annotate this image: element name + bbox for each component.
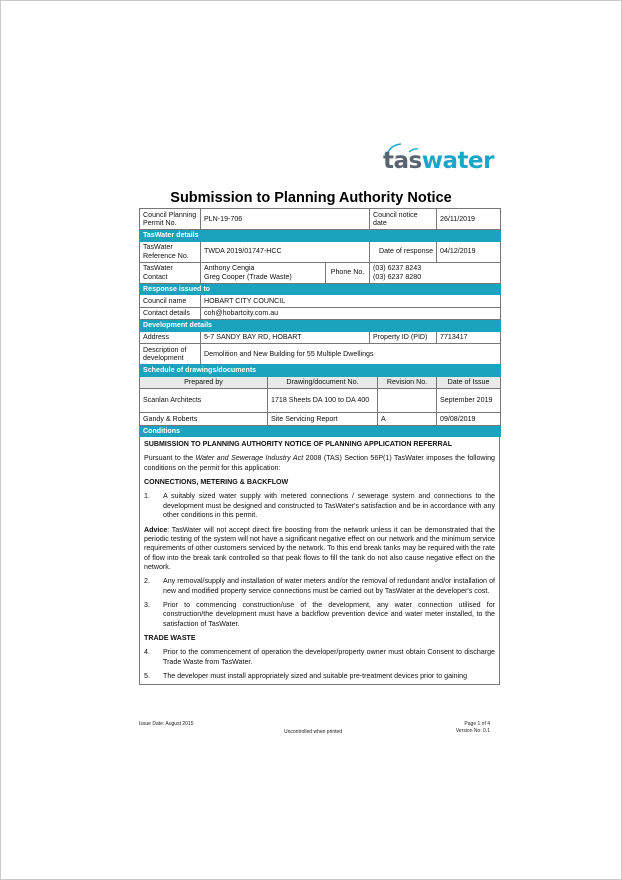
footer-issue-date: Issue Date: August 2015 xyxy=(139,721,194,727)
conditions-body xyxy=(139,437,500,685)
details-table xyxy=(139,208,501,365)
table-cell: 1718 Sheets DA 100 to DA 400 xyxy=(268,389,378,413)
reference-label: TasWater Reference No. xyxy=(140,241,201,262)
taswater-details-band: TasWater details xyxy=(140,230,501,242)
phone-label: Phone No. xyxy=(326,262,370,283)
address-label: Address xyxy=(140,331,201,344)
pid-label: Property ID (PID) xyxy=(370,331,437,344)
condition-item-5: 5. The developer must install appropriately sized and suitable pre-treatment devices prior to gaining xyxy=(144,672,468,681)
table-cell: Site Servicing Report xyxy=(268,413,378,426)
conditions-heading: SUBMISSION TO PLANNING AUTHORITY NOTICE OF PLANNING APPLICATION REFERRAL xyxy=(144,440,453,448)
section-trade-waste-heading: TRADE WASTE xyxy=(144,634,196,643)
condition-item-4: 4. Prior to the commencement of operation the developer/property owner must obtain Consent to discharge Trade Waste from TasWater. xyxy=(144,648,495,666)
description-value: Demolition and New Building for 55 Multiple Dwellings xyxy=(201,344,501,365)
col-document-no: Drawing/document No. xyxy=(268,376,378,389)
description-label: Description of development xyxy=(140,344,201,365)
contact-details-label: Contact details xyxy=(140,307,201,320)
notice-date-value: 26/11/2019 xyxy=(437,209,501,230)
logo-wordmark: taswater xyxy=(383,148,494,174)
table-cell: A xyxy=(378,413,437,426)
table-row xyxy=(140,413,501,426)
table-cell: September 2019 xyxy=(437,389,501,413)
col-date-of-issue: Date of Issue xyxy=(437,376,501,389)
conditions-band: Conditions xyxy=(140,425,501,437)
section-connections-heading: CONNECTIONS, METERING & BACKFLOW xyxy=(144,478,289,487)
table-cell: 09/08/2019 xyxy=(437,413,501,426)
footer-page-info xyxy=(456,721,490,735)
council-row xyxy=(140,295,501,308)
table-row xyxy=(140,389,501,413)
condition-item-2: 2. Any removal/supply and installation of water meters and/or the removal of redundant and/or installation of new and modified property service connections must be carried out by TasWater at the developer's cost. xyxy=(144,577,495,595)
address-row xyxy=(140,331,501,344)
contact-email[interactable]: coh@hobartcity.com.au xyxy=(201,307,501,320)
conditions-intro: Pursuant to the Water and Sewerage Industry Act 2008 (TAS) Section 56P(1) TasWater imposes the following conditions on the permit for this application: xyxy=(144,454,495,472)
footer-uncontrolled: Uncontrolled when printed xyxy=(284,729,343,735)
schedule-header-row xyxy=(140,376,501,389)
pid-value: 7713417 xyxy=(437,331,501,344)
notice-date-label: Council notice date xyxy=(370,209,437,230)
table-cell: Gandy & Roberts xyxy=(140,413,268,426)
condition-item-1: 1. A suitably sized water supply with metered connections / sewerage system and connections to the development must be designed and constructed to TasWater's satisfaction and be in accordance with any other conditions in this permit. xyxy=(144,492,495,520)
response-issued-band: Response issued to xyxy=(140,283,501,295)
taswater-logo xyxy=(383,148,494,182)
table-cell xyxy=(378,389,437,413)
phone-values: (03) 6237 8243 (03) 6237 8280 xyxy=(370,262,501,283)
page-number: Page 1 of 4 xyxy=(464,721,490,727)
contact-row xyxy=(140,262,501,283)
reference-row xyxy=(140,241,501,262)
page-title: Submission to Planning Authority Notice xyxy=(170,190,452,206)
address-value: 5-7 SANDY BAY RD, HOBART xyxy=(201,331,370,344)
permit-row xyxy=(140,209,501,230)
col-revision-no: Revision No. xyxy=(378,376,437,389)
council-label: Council name xyxy=(140,295,201,308)
council-value: HOBART CITY COUNCIL xyxy=(201,295,501,308)
reference-value: TWDA 2019/01747-HCC xyxy=(201,241,370,262)
development-details-band: Development details xyxy=(140,320,501,332)
contact-label: TasWater Contact xyxy=(140,262,201,283)
response-date-value: 04/12/2019 xyxy=(437,241,501,262)
col-prepared-by: Prepared by xyxy=(140,376,268,389)
schedule-band: Schedule of drawings/documents xyxy=(140,365,501,377)
permit-label: Council Planning Permit No. xyxy=(140,209,201,230)
condition-item-3: 3. Prior to commencing construction/use of the development, any water connection utilised for construction/the development must have a backflow prevention device and water meter installed, to the satisfaction of TasWater. xyxy=(144,601,495,628)
contact-details-row xyxy=(140,307,501,320)
notice-document xyxy=(139,208,500,685)
schedule-table xyxy=(139,364,501,437)
response-date-label: Date of response xyxy=(370,241,437,262)
description-row xyxy=(140,344,501,365)
table-cell: Scanlan Architects xyxy=(140,389,268,413)
advice-note: Advice: TasWater will not accept direct fire boosting from the network unless it can be demonstrated that the periodic testing of the system will not have a significant negative effect on our network and the minimum service requirements of other customers serviced by the network. To this end break tanks may be required with the rate of flow into the break tank controlled so that peak flows to fill the tank do not also cause negative effect on the network. xyxy=(144,525,495,571)
contact-names: Anthony Cengia Greg Cooper (Trade Waste) xyxy=(201,262,326,283)
permit-value: PLN-19-706 xyxy=(201,209,370,230)
version-number: Version No: 0.1 xyxy=(455,727,490,734)
